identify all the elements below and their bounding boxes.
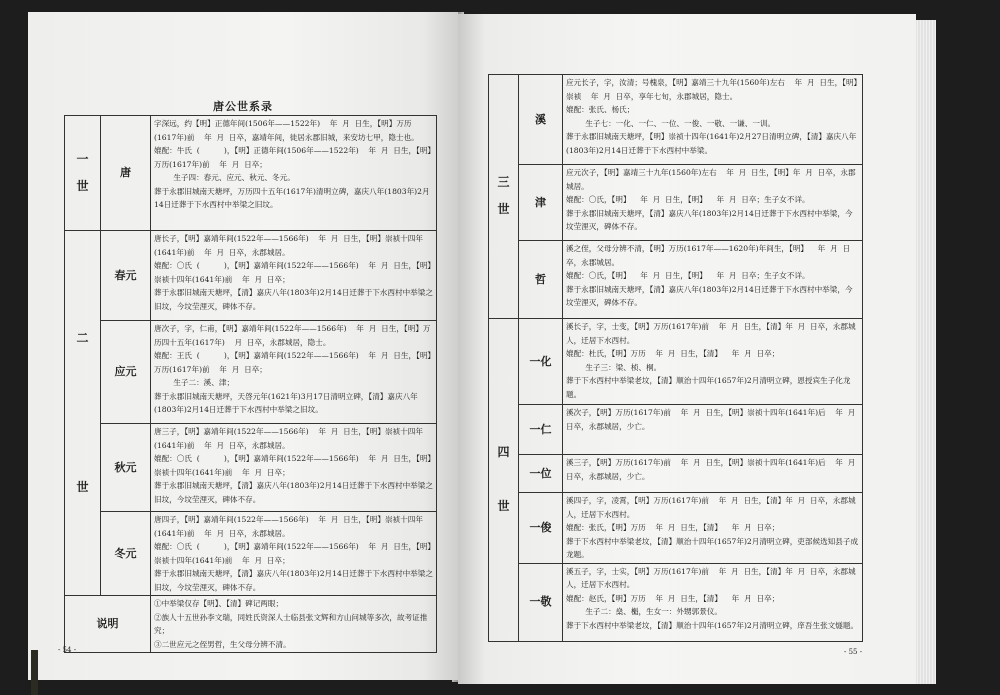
person-record: 溪五子，字，士实，【明】万历(1617年)前 年 月 日生，【清】年 月 日卒，永郡城人，迁居下水西村。 媲配：赵氏，【明】万历 年 月 日生，【清】 年 月 日卒； 生子二：燊、櫆，生女一：外甥郭景仪。 葬于下水西村中举梁老坟，【清】顺治十四年(1657年)2月清明立碑，庠吾生张文燧题。 <box>563 563 863 641</box>
person-name: 冬元 <box>101 512 151 596</box>
person-record: 唐长子，【明】嘉靖年间(1522年——1566年) 年 月 日生，【明】崇祯十四年(1641年)前 年 月 日卒，永郡城居。 媲配：〇氏 ( )，【明】嘉靖年间(1522年——1566年) 年 月 日生，【明】崇祯十四年(1641年)前 年 月 日卒； 葬于永郡旧城南天塘坪，【清】嘉庆八年(1803年)2月14日迁葬于下水西村中举梁之旧坟，今坟茔浬灭，碑体不存。 <box>151 231 437 321</box>
person-name: 津 <box>519 165 563 241</box>
generation-label: 二 世 <box>65 231 101 596</box>
person-name: 一敬 <box>519 563 563 641</box>
genealogy-table-right <box>488 74 863 642</box>
genealogy-table-left <box>64 115 437 653</box>
generation-label: 三 世 <box>489 75 519 319</box>
person-name: 哲 <box>519 241 563 319</box>
person-record: 溪三子，【明】万历(1617年)前 年 月 日生，【明】崇祯十四年(1641年)后 年 月 日卒，永郡城居，少亡。 <box>563 455 863 493</box>
person-name: 一化 <box>519 319 563 405</box>
page-number: - 55 - <box>844 648 863 656</box>
person-record: 溪次子，【明】万历(1617年)前 年 月 日生，【明】崇祯十四年(1641年)后 年 月 日卒，永郡城居，少亡。 <box>563 405 863 455</box>
person-name: 应元 <box>101 321 151 424</box>
person-record: 唐次子，字，仁甫，【明】嘉靖年间(1522年——1566年) 年 月 日生，【明】万历四十五年(1617年) 月 日卒，永郡城居，隐士。 媲配：王氏 ( )，【明】嘉靖年间(1522年——1566年) 年 月 日生，【明】万历(1617年)前 年 月 日卒； 生子二：溪、津； 葬于永郡旧城南天塘坪，天啓元年(1621年)3月17日清明立碑，【清】嘉庆八年(1803年)2月14日迁葬于下水西村中举梁之旧坟。 <box>151 321 437 424</box>
left-page <box>28 12 458 680</box>
person-record: 溪长子，字，士变，【明】万历(1617年)前 年 月 日生，【清】年 月 日卒，永郡城人，迁居下水西村。 媲配：杜氏，【明】万历 年 月 日生，【清】 年 月 日卒； 生子三：梁、桢、桐。 葬于下水西村中举梁老坟，【清】顺治十四年(1657年)2月清明立碑，恩授宾生子化龙题。 <box>563 319 863 405</box>
person-record: 唐三子，【明】嘉靖年间(1522年——1566年) 年 月 日生，【明】崇祯十四年(1641年)前 年 月 日卒，永郡城居。 媲配：〇氏 ( )，【明】嘉靖年间(1522年——1566年) 年 月 日生，【明】崇祯十四年(1641年)前 年 月 日卒； 葬于永郡旧城南天塘坪，【清】嘉庆八年(1803年)2月14日迁葬于下水西村中举梁之旧坟，今坟茔浬灭，碑体不存。 <box>151 424 437 512</box>
generation-label: 四 世 <box>489 319 519 642</box>
bookmark-ribbon <box>31 650 38 695</box>
person-name: 一仁 <box>519 405 563 455</box>
page-number: - 54 - <box>58 646 77 654</box>
generation-label: 一 世 <box>65 116 101 231</box>
person-name: 春元 <box>101 231 151 321</box>
page-title: 唐公世系录 <box>213 100 273 113</box>
person-name: 秋元 <box>101 424 151 512</box>
notes-label: 说明 <box>65 596 151 653</box>
notes-text: ①中举梁仅存【明】、【清】碑记两眼； ②族人十五世孙李文瑞，同姓氏资深人士临县张文辉和方山问城等多次，故考证推究； ③二世应元之侄男哲，生父母分辨不清。 <box>151 596 437 653</box>
person-name: 一俊 <box>519 493 563 564</box>
person-record: 溪之侄，父母分辨不清，【明】万历(1617年——1620年)年间生，【明】 年 月 日卒，永郡城居。 媲配：〇氏，【明】 年 月 日生，【明】 年 月 日卒；生子女不详。 葬于永郡旧城南天塘坪，【清】嘉庆八年(1803年)2月14日迁葬于下水西村中举梁，今坟茔浬灭，碑体不存。 <box>563 241 863 319</box>
right-page <box>458 14 916 684</box>
person-record: 应元长子，字，汝清；号槐泉，【明】嘉靖三十九年(1560年)左右 年 月 日生，【明】崇祯 年 月 日卒，享年七旬，永郡城居，隐士。 媲配：张氏、杨氏； 生子七：一化、一仁、一位、一俊、一敬、一谦、一训。 葬于永郡旧城南天塘坪，【明】崇祯十四年(1641年)2月27日清明立碑，【清】嘉庆八年(1803年)2月14日迁葬于下水西村中举梁。 <box>563 75 863 165</box>
person-record: 溪四子，字，凌霄，【明】万历(1617年)前 年 月 日生，【清】年 月 日卒，永郡城人，迁居下水西村。 媲配：张氏，【明】万历 年 月 日生，【清】 年 月 日卒； 葬于下水西村中举梁老坟，【清】顺治十四年(1657年)2月清明立碑，吏部候选知县子成龙题。 <box>563 493 863 564</box>
person-record: 唐四子，【明】嘉靖年间(1522年——1566年) 年 月 日生，【明】崇祯十四年(1641年)前 年 月 日卒，永郡城居。 媲配：〇氏 ( )，【明】嘉靖年间(1522年——1566年) 年 月 日生，【明】崇祯十四年(1641年)前 年 月 日卒； 葬于永郡旧城南天塘坪，【清】嘉庆八年(1803年)2月14日迁葬于下水西村中举梁之旧坟，今坟茔浬灭，碑体不存。 <box>151 512 437 596</box>
person-name: 唐 <box>101 116 151 231</box>
person-record: 应元次子，【明】嘉靖三十九年(1560年)左右 年 月 日生，【明】年 月 日卒，永郡城居。 媲配：〇氏，【明】 年 月 日生，【明】 年 月 日卒；生子女不详。 葬于永郡旧城南天塘坪，【清】嘉庆八年(1803年)2月14日迁葬于下水西村中举梁，今坟茔浬灭，碑体不存。 <box>563 165 863 241</box>
person-name: 一位 <box>519 455 563 493</box>
person-name: 溪 <box>519 75 563 165</box>
person-record: 字深远，约【明】正德年间(1506年——1522年) 年 月 日生，【明】万历(1617年)前 年 月 日卒，嘉靖年间，徙居永郡旧城，来安坊七甲，隐士也。 媲配：牛氏 ( )，【明】正德年间(1506年——1522年) 年 月 日生，【明】万历(1617年)前 年 月 日卒； 生子四：春元、应元、秋元、冬元。 葬于永郡旧城南天塘坪，万历四十五年(1617年)清明立碑，嘉庆八年(1803年)2月14日迁葬于下水西村中举梁之旧坟。 <box>151 116 437 231</box>
